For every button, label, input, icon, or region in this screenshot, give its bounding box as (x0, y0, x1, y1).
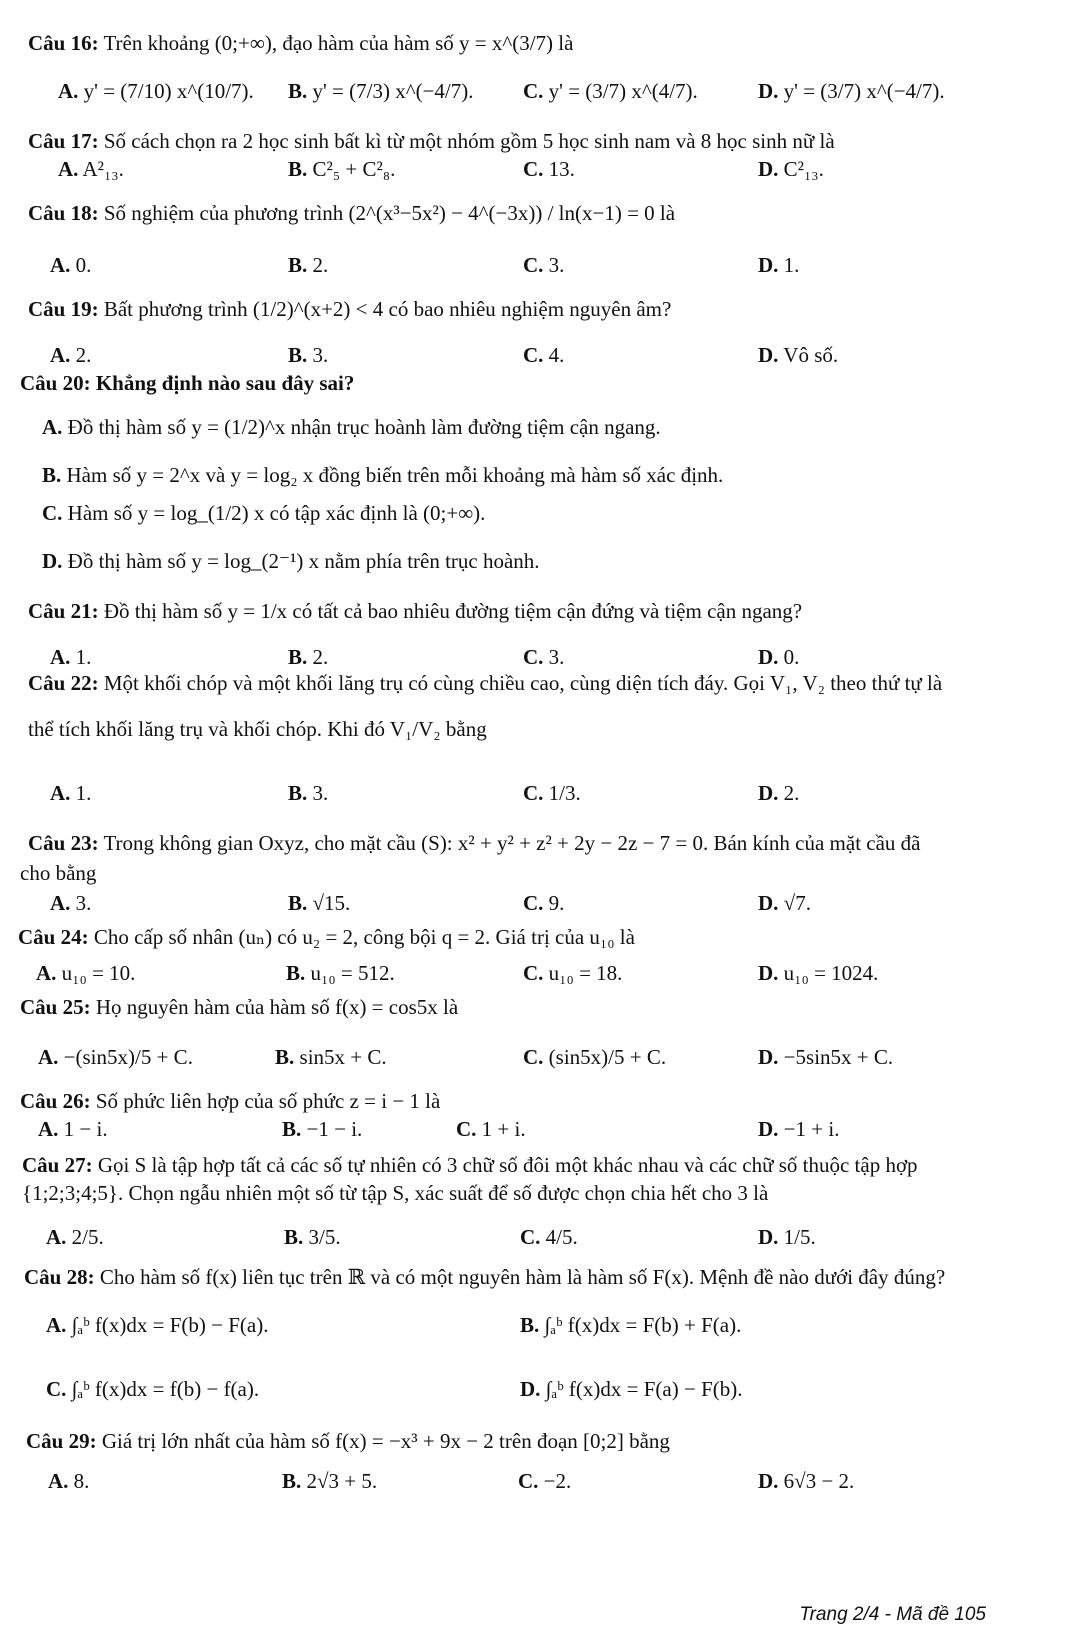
question-label: Câu 26: (20, 1089, 91, 1113)
question-label: Câu 21: (28, 599, 99, 623)
question-label: Câu 29: (26, 1429, 97, 1453)
question-text: Gọi S là tập hợp tất cả các số tự nhiên có 3 chữ số đôi một khác nhau và các chữ số thuộc tập hợp (97, 1153, 918, 1177)
question-28 (24, 1264, 1044, 1401)
question-text: Trên khoảng (0;+∞), đạo hàm của hàm số y = x^(3/7) là (103, 31, 574, 55)
question-label: Câu 16: (28, 31, 99, 55)
question-label: Câu 20: (20, 371, 91, 395)
option-c[interactable]: C. 3. (523, 645, 565, 669)
option-c[interactable]: C. 3. (523, 253, 565, 277)
page-footer: Trang 2/4 - Mã đề 105 (799, 1604, 986, 1625)
option-d[interactable]: D. 0. (758, 645, 800, 669)
option-a[interactable]: A. 1 − i. (38, 1117, 108, 1141)
option-b[interactable]: B. C²₅ + C²₈. (288, 157, 396, 181)
question-29 (26, 1428, 1046, 1493)
option-c[interactable]: C. y' = (3/7) x^(4/7). (523, 79, 698, 103)
option-a[interactable]: A. 3. (50, 891, 92, 915)
option-a[interactable]: A. Đồ thị hàm số y = (1/2)^x nhận trục hoành làm đường tiệm cận ngang. (42, 415, 661, 439)
option-d[interactable]: D. √7. (758, 891, 811, 915)
question-text-line2: thể tích khối lăng trụ và khối chóp. Khi đó V₁/V₂ bằng (28, 717, 487, 741)
question-25 (20, 994, 1040, 1069)
question-text: Họ nguyên hàm của hàm số f(x) = cos5x là (95, 995, 459, 1019)
option-a[interactable]: A. u₁₀ = 10. (36, 961, 136, 985)
question-text: Bất phương trình (1/2)^(x+2) < 4 có bao nhiêu nghiệm nguyên âm? (103, 297, 672, 321)
question-text: Giá trị lớn nhất của hàm số f(x) = −x³ + 9x − 2 trên đoạn [0;2] bằng (101, 1429, 670, 1453)
option-b[interactable]: B. 2. (288, 253, 329, 277)
option-a[interactable]: A. 8. (48, 1469, 90, 1493)
option-a[interactable]: A. 2/5. (46, 1225, 104, 1249)
option-d[interactable]: D. 6√3 − 2. (758, 1469, 855, 1493)
question-text: Đồ thị hàm số y = 1/x có tất cả bao nhiêu đường tiệm cận đứng và tiệm cận ngang? (103, 599, 803, 623)
option-c[interactable]: C. 4/5. (520, 1225, 578, 1249)
question-19 (28, 296, 1048, 367)
question-label: Câu 25: (20, 995, 91, 1019)
question-24 (18, 924, 1038, 985)
question-text: Số nghiệm của phương trình (2^(x³−5x²) − 4^(−3x)) / ln(x−1) = 0 là (103, 201, 676, 225)
option-c[interactable]: C. u₁₀ = 18. (523, 961, 623, 985)
option-b[interactable]: B. 2√3 + 5. (282, 1469, 378, 1493)
question-text: Khẳng định nào sau đây sai? (95, 371, 355, 395)
question-label: Câu 28: (24, 1265, 95, 1289)
option-d[interactable]: D. C²₁₃. (758, 157, 824, 181)
option-b[interactable]: B. Hàm số y = 2^x và y = log₂ x đồng biến trên mỗi khoảng mà hàm số xác định. (42, 463, 724, 487)
option-b[interactable]: B. 3. (288, 343, 329, 367)
option-c[interactable]: C. 1 + i. (456, 1117, 526, 1141)
question-text-line2: cho bằng (20, 861, 97, 885)
option-d[interactable]: D. Đồ thị hàm số y = log_(2⁻¹) x nằm phía trên trục hoành. (42, 549, 540, 573)
option-a[interactable]: A. ∫ₐᵇ f(x)dx = F(b) − F(a). (46, 1313, 269, 1337)
option-b[interactable]: B. 2. (288, 645, 329, 669)
question-label: Câu 19: (28, 297, 99, 321)
question-27 (22, 1152, 1042, 1249)
question-text: Trong không gian Oxyz, cho mặt cầu (S): x² + y² + z² + 2y − 2z − 7 = 0. Bán kính của mặt cầu đã (103, 831, 921, 855)
option-c[interactable]: C. 1/3. (523, 781, 581, 805)
question-text: Số phức liên hợp của số phức z = i − 1 là (95, 1089, 441, 1113)
option-d[interactable]: D. ∫ₐᵇ f(x)dx = F(a) − F(b). (520, 1377, 743, 1401)
question-18 (28, 200, 1048, 277)
option-d[interactable]: D. 1/5. (758, 1225, 816, 1249)
option-d[interactable]: D. 2. (758, 781, 800, 805)
option-b[interactable]: B. −1 − i. (282, 1117, 363, 1141)
question-text: Số cách chọn ra 2 học sinh bất kì từ một nhóm gồm 5 học sinh nam và 8 học sinh nữ là (103, 129, 835, 153)
option-b[interactable]: B. sin5x + C. (275, 1045, 387, 1069)
question-text-line2: {1;2;3;4;5}. Chọn ngẫu nhiên một số từ tập S, xác suất để số được chọn chia hết cho 3 là (22, 1181, 769, 1205)
option-a[interactable]: A. y' = (7/10) x^(10/7). (58, 79, 254, 103)
option-b[interactable]: B. u₁₀ = 512. (286, 961, 395, 985)
option-b[interactable]: B. √15. (288, 891, 351, 915)
option-d[interactable]: D. y' = (3/7) x^(−4/7). (758, 79, 945, 103)
question-23 (20, 830, 1048, 915)
option-b[interactable]: B. ∫ₐᵇ f(x)dx = F(b) + F(a). (520, 1313, 742, 1337)
option-a[interactable]: A. 1. (50, 781, 92, 805)
option-c[interactable]: C. 4. (523, 343, 565, 367)
option-d[interactable]: D. −5sin5x + C. (758, 1045, 894, 1069)
question-label: Câu 17: (28, 129, 99, 153)
question-16 (28, 30, 1048, 103)
option-c[interactable]: C. 9. (523, 891, 565, 915)
option-c[interactable]: C. 13. (523, 157, 575, 181)
option-a[interactable]: A. 1. (50, 645, 92, 669)
question-label: Câu 22: (28, 671, 99, 695)
question-22 (28, 670, 1048, 805)
option-a[interactable]: A. 2. (50, 343, 92, 367)
option-b[interactable]: B. 3. (288, 781, 329, 805)
question-label: Câu 23: (28, 831, 99, 855)
option-d[interactable]: D. 1. (758, 253, 800, 277)
question-text: Một khối chóp và một khối lăng trụ có cùng chiều cao, cùng diện tích đáy. Gọi V₁, V₂ theo thứ tự là (103, 671, 943, 695)
question-text: Cho cấp số nhân (uₙ) có u₂ = 2, công bội q = 2. Giá trị của u₁₀ là (93, 925, 635, 949)
question-label: Câu 18: (28, 201, 99, 225)
question-20 (20, 370, 1040, 573)
option-c[interactable]: C. Hàm số y = log_(1/2) x có tập xác định là (0;+∞). (42, 501, 486, 525)
option-c[interactable]: C. ∫ₐᵇ f(x)dx = f(b) − f(a). (46, 1377, 260, 1401)
question-17 (28, 128, 1048, 181)
option-b[interactable]: B. 3/5. (284, 1225, 341, 1249)
option-a[interactable]: A. 0. (50, 253, 92, 277)
option-c[interactable]: C. −2. (518, 1469, 572, 1493)
option-c[interactable]: C. (sin5x)/5 + C. (523, 1045, 667, 1069)
question-label: Câu 24: (18, 925, 89, 949)
question-text: Cho hàm số f(x) liên tục trên ℝ và có một nguyên hàm là hàm số F(x). Mệnh đề nào dưới đây đúng? (99, 1265, 946, 1289)
option-a[interactable]: A. A²₁₃. (58, 157, 124, 181)
question-label: Câu 27: (22, 1153, 93, 1177)
question-21 (28, 598, 1048, 669)
option-d[interactable]: D. −1 + i. (758, 1117, 840, 1141)
option-a[interactable]: A. −(sin5x)/5 + C. (38, 1045, 193, 1069)
option-d[interactable]: D. Vô số. (758, 343, 839, 367)
option-b[interactable]: B. y' = (7/3) x^(−4/7). (288, 79, 474, 103)
option-d[interactable]: D. u₁₀ = 1024. (758, 961, 879, 985)
question-26 (20, 1088, 1040, 1141)
